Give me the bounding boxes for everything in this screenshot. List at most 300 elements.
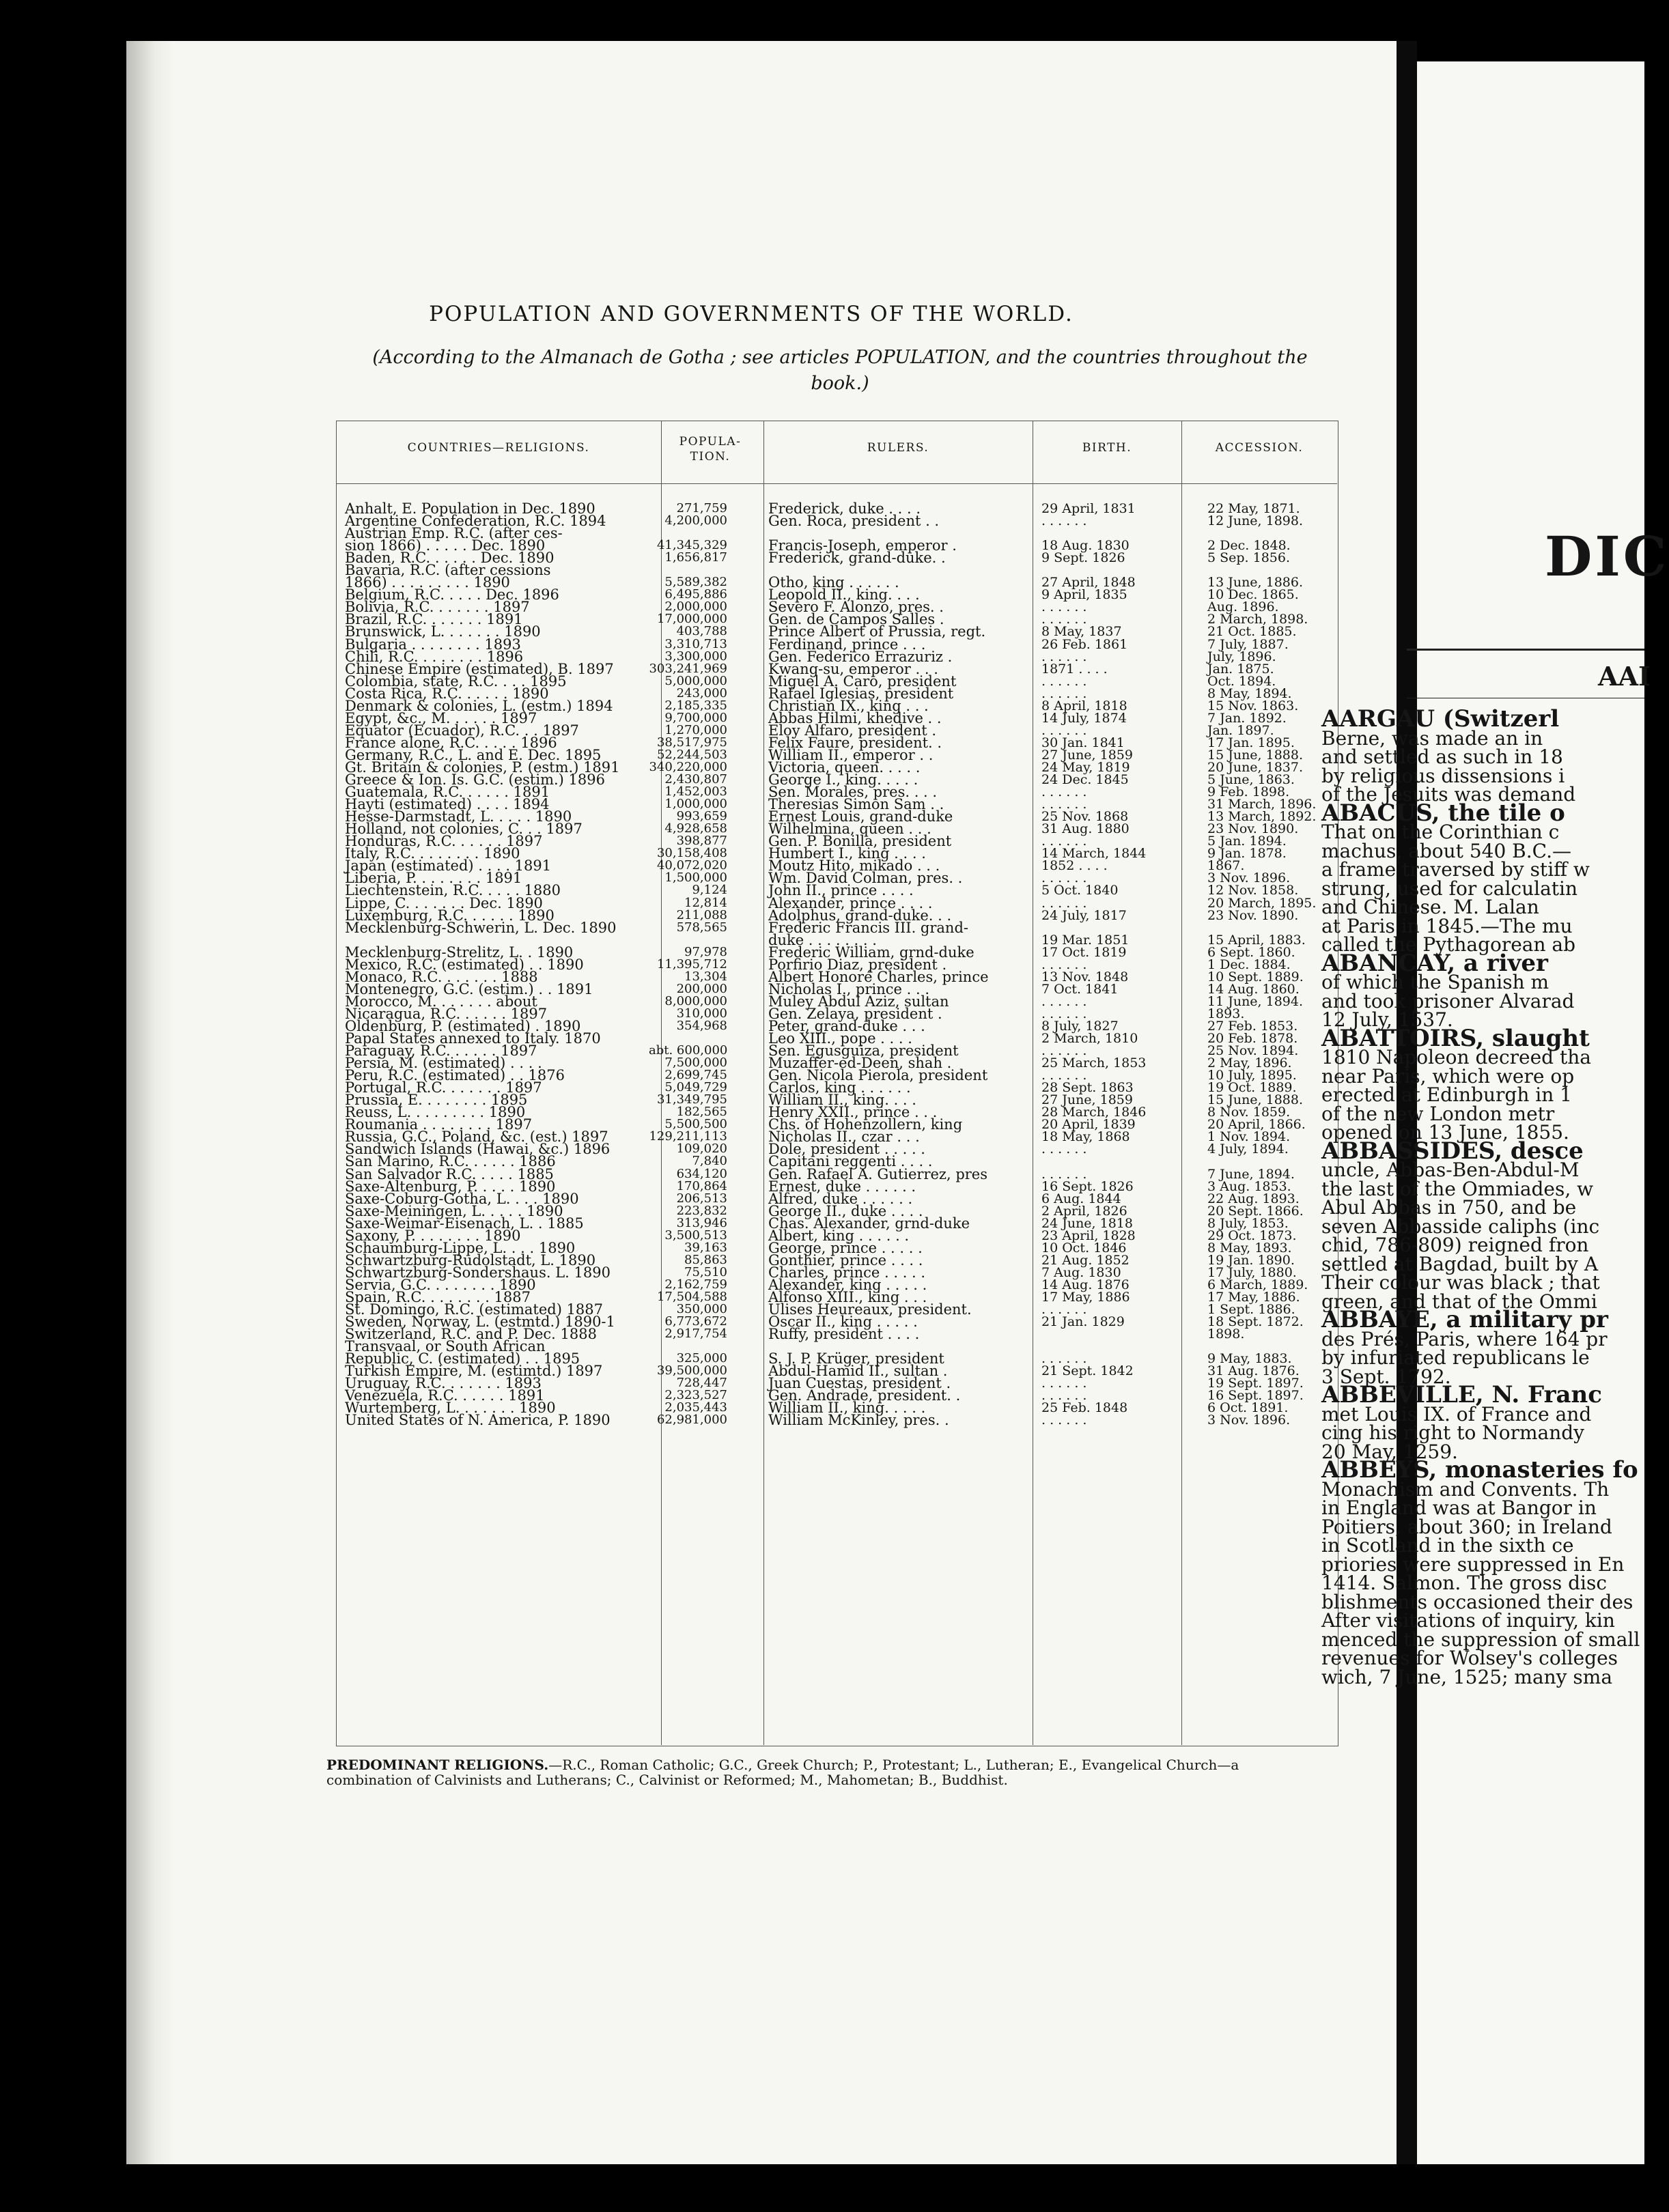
birth-cell: . . . . . .	[1041, 1388, 1087, 1404]
population-cell: 13,304	[684, 969, 727, 984]
country-cell: Saxony, P. . . . . . . . 1890	[345, 1227, 521, 1244]
ruler-cell: Oscar II., king . . . . .	[768, 1314, 918, 1331]
birth-cell: 14 March, 1844	[1041, 846, 1147, 862]
entry-text-line: seven Abbasside caliphs (inc	[1321, 1215, 1600, 1238]
ruler-cell: Sen. Egusguiza, president	[768, 1043, 959, 1060]
population-cell: 2,699,745	[664, 1068, 727, 1083]
entry-text-line: Berne, was made an in	[1321, 726, 1543, 750]
header-birth: BIRTH.	[1082, 441, 1132, 455]
country-cell: Austrian Emp. R.C. (after ces-	[345, 525, 563, 542]
population-cell: 2,185,335	[664, 698, 727, 713]
country-cell: San Marino, R.C. . . . . . 1886	[345, 1153, 556, 1170]
header-rule	[336, 483, 1337, 484]
ruler-cell: Leo XIII., pope . . . .	[768, 1030, 912, 1047]
entry-text-line: and settled as such in 18	[1321, 746, 1563, 768]
entry-text-line: 12 July, 1537.	[1321, 1008, 1453, 1031]
accession-cell: 3 Nov. 1896.	[1207, 1413, 1291, 1428]
birth-cell: . . . . . .	[1041, 599, 1087, 615]
ruler-cell: Porfirio Diaz, president .	[768, 956, 947, 973]
birth-cell: 21 Jan. 1829	[1041, 1314, 1125, 1330]
birth-cell: 10 Oct. 1846	[1041, 1240, 1127, 1256]
population-cell: 206,513	[676, 1191, 727, 1206]
accession-cell: 6 March, 1889.	[1207, 1277, 1308, 1292]
entry-text-line: called the Pythagorean ab	[1321, 933, 1576, 956]
country-cell: 1866) . . . . . . . . . 1890	[345, 574, 510, 591]
population-cell: 31,349,795	[656, 1092, 727, 1107]
birth-cell: . . . . . .	[1041, 1043, 1087, 1059]
birth-cell: 14 July, 1874	[1041, 710, 1127, 726]
population-cell: 85,863	[684, 1252, 727, 1267]
accession-cell: 3 Aug. 1853.	[1207, 1178, 1291, 1194]
ruler-cell: Adolphus, grand-duke. . .	[768, 907, 952, 924]
ruler-cell: Felix Faure, president. .	[768, 734, 942, 751]
header-accession: ACCESSION.	[1215, 441, 1304, 455]
birth-cell: 28 March, 1846	[1041, 1105, 1147, 1120]
population-cell: 39,163	[684, 1240, 727, 1255]
country-cell: Peru, R.C. (estimated) . . 1876	[345, 1067, 565, 1084]
entry-text-line: Their colour was black ; that	[1321, 1271, 1600, 1294]
population-cell: 2,430,807	[664, 772, 727, 787]
birth-cell: 1852 . . . .	[1041, 858, 1108, 874]
entry-text-line: des Prés, Paris, where 164 pr	[1321, 1327, 1608, 1350]
country-cell: Oldenburg, P. (estimated) . 1890	[345, 1017, 581, 1034]
accession-cell: 4 July, 1894.	[1207, 1142, 1289, 1157]
ruler-cell: Frederick, duke . . . .	[768, 500, 921, 517]
accession-cell: 15 June, 1888.	[1207, 1092, 1304, 1108]
ruler-cell: Alexander, king . . . . .	[768, 1276, 927, 1293]
accession-cell: 1 Dec. 1884.	[1207, 956, 1291, 972]
accession-cell: 8 May, 1893.	[1207, 1240, 1292, 1256]
population-cell: 17,504,588	[656, 1290, 727, 1304]
country-cell: Honduras, R.C. . . . . . 1897	[345, 833, 543, 850]
birth-cell: 27 April, 1848	[1041, 575, 1136, 591]
ruler-cell: Albert, king . . . . . .	[768, 1227, 910, 1244]
ruler-cell: Ulises Heureaux, president.	[768, 1301, 972, 1318]
birth-cell: . . . . . .	[1041, 1142, 1087, 1157]
birth-cell: 30 Jan. 1841	[1041, 735, 1125, 750]
ruler-cell: Alfonso XIII., king . . .	[768, 1289, 927, 1305]
table-row	[0, 550, 1644, 567]
population-cell: 3,300,000	[664, 649, 727, 664]
ruler-cell: Francis-Joseph, emperor .	[768, 537, 957, 554]
population-cell: 3,500,513	[664, 1228, 727, 1243]
ruler-cell: Leopold II., king. . . .	[768, 586, 920, 604]
population-cell: 12,814	[684, 895, 727, 910]
population-cell: 243,000	[676, 685, 727, 700]
country-cell: Schwartzburg-Sondershaus. L. 1890	[345, 1264, 611, 1281]
ruler-cell: William II., king. . . . .	[768, 1400, 926, 1417]
ruler-cell: William McKinley, pres. .	[768, 1412, 949, 1429]
country-cell: Venezuela, R.C. . . . . . 1891	[345, 1387, 545, 1404]
birth-cell: 18 May, 1868	[1041, 1129, 1130, 1145]
country-cell: Brunswick, L. . . . . . . 1890	[345, 623, 541, 640]
accession-cell: 15 June, 1888.	[1207, 747, 1304, 763]
accession-cell: 21 Oct. 1885.	[1207, 624, 1297, 640]
population-cell: 9,700,000	[664, 710, 727, 725]
accession-cell: 20 Feb. 1878.	[1207, 1031, 1298, 1047]
accession-cell: 20 June, 1837.	[1207, 759, 1304, 775]
ruler-cell: Gen. Rafael A. Gutierrez, pres	[768, 1165, 988, 1182]
entry-headword-line: ABACUS, the tile o	[1321, 799, 1565, 827]
accession-cell: 9 Jan. 1878.	[1207, 846, 1287, 862]
accession-cell: 7 Jan. 1892.	[1207, 710, 1287, 726]
ruler-cell: Nicholas I., prince . . .	[768, 980, 929, 997]
accession-cell: 1 Nov. 1894.	[1207, 1129, 1291, 1145]
country-cell: Equator (Ecuador), R.C. . . 1897	[345, 722, 579, 739]
entry-headword-line: ABBAYE, a military pr	[1321, 1306, 1608, 1333]
running-head: AAI	[1598, 661, 1651, 692]
country-cell: Russia, G.C., Poland, &c. (est.) 1897	[345, 1129, 608, 1146]
country-cell: Luxemburg, R.C. . . . . . 1890	[345, 907, 555, 924]
population-cell: 170,864	[676, 1178, 727, 1193]
population-cell: 182,565	[676, 1105, 727, 1120]
country-cell: Denmark & colonies, L. (estm.) 1894	[345, 697, 613, 714]
entry-text-line: in England was at Bangor in	[1321, 1497, 1597, 1519]
entry-text-line: erected at Edinburgh in 1	[1321, 1083, 1572, 1106]
ruler-cell: Wilhelmina, queen . . .	[768, 821, 931, 838]
ruler-cell: Juan Cuestas, president .	[768, 1375, 951, 1392]
population-cell: 17,000,000	[656, 612, 727, 627]
country-cell: Saxe-Coburg-Gotha, L. . . . 1890	[345, 1190, 579, 1207]
entry-text-line: green, and that of the Ommi	[1321, 1290, 1597, 1313]
country-cell: Chinese Empire (estimated), B. 1897	[345, 660, 614, 677]
accession-cell: 10 July, 1895.	[1207, 1068, 1297, 1083]
country-cell: Gt. Britain & colonies, P. (estm.) 1891	[345, 758, 620, 776]
accession-cell: 15 Nov. 1863.	[1207, 698, 1299, 713]
accession-cell: 3 Nov. 1896.	[1207, 870, 1291, 886]
page-title: POPULATION AND GOVERNMENTS OF THE WORLD.	[429, 302, 1074, 326]
accession-cell: 19 Jan. 1890.	[1207, 1252, 1295, 1268]
birth-cell: 29 April, 1831	[1041, 501, 1136, 516]
ruler-cell: Christian IX., king . . .	[768, 697, 929, 714]
accession-cell: 31 Aug. 1876.	[1207, 1363, 1300, 1379]
population-cell: 6,773,672	[664, 1314, 727, 1329]
population-cell: 303,241,969	[649, 661, 727, 676]
ruler-cell: Ruffy, president . . . .	[768, 1326, 920, 1343]
population-cell: 52,244,503	[656, 747, 727, 762]
ruler-cell: Alfred, duke . . . . . .	[768, 1190, 913, 1207]
entry-text-line: wich, 7 June, 1525; many sma	[1321, 1665, 1613, 1688]
country-cell: Colombia, state, R.C. . . . 1895	[345, 672, 567, 690]
ruler-cell: Nicholas II., czar . . .	[768, 1129, 920, 1146]
ruler-cell: Moutz Hito, mikado . . .	[768, 857, 940, 875]
ruler-cell: Severo F. Alonzo, pres. .	[768, 599, 944, 616]
birth-cell: 8 July, 1827	[1041, 1018, 1119, 1034]
ruler-cell: George I., king. . . . .	[768, 771, 918, 789]
entry-text-line: a frame traversed by stiff w	[1321, 858, 1590, 881]
accession-cell: 5 June, 1863.	[1207, 772, 1295, 788]
birth-cell: 9 April, 1835	[1041, 587, 1127, 603]
ruler-cell: Gen. de Campos Salles .	[768, 611, 944, 628]
accession-cell: 23 Nov. 1890.	[1207, 907, 1299, 923]
accession-cell: 8 Nov. 1859.	[1207, 1105, 1291, 1120]
birth-cell: . . . . . .	[1041, 1413, 1087, 1428]
header-rulers: RULERS.	[867, 441, 929, 455]
ruler-cell: Ernest, duke . . . . . .	[768, 1178, 916, 1195]
entry-text-line: the last of the Ommiades, w	[1321, 1177, 1594, 1200]
accession-cell: 2 May, 1896.	[1207, 1055, 1292, 1071]
country-cell: Monaco, R.C. . . . . . . 1888	[345, 968, 538, 985]
entry-text-line: and Chinese. M. Lalan	[1321, 896, 1539, 918]
birth-cell: 28 Sept. 1863	[1041, 1080, 1134, 1096]
country-cell: Saxe-Altenburg, P. . . . . 1890	[345, 1178, 556, 1195]
footnote-heading: PREDOMINANT RELIGIONS.	[326, 1757, 549, 1773]
country-cell: Holland, not colonies, C. . . 1897	[345, 821, 583, 838]
ruler-cell: Henry XXII., prince . . .	[768, 1104, 938, 1121]
population-cell: 2,000,000	[664, 599, 727, 614]
population-cell: 398,877	[676, 834, 727, 849]
country-cell: Wurtemberg, L. . . . . . . 1890	[345, 1400, 556, 1417]
population-cell: 8,000,000	[664, 993, 727, 1008]
country-cell: Chili, R.C. . . . . . . . 1896	[345, 648, 524, 665]
ruler-cell: Dole, president . . . . .	[768, 1141, 925, 1158]
country-cell: Schaumburg-Lippe, L. . . . 1890	[345, 1239, 576, 1256]
country-cell: Greece & Ion. Is. G.C. (estim.) 1896	[345, 771, 605, 789]
entry-headword-line: ABBEYS, monasteries fo	[1321, 1456, 1638, 1484]
ruler-cell: Albert Honoré Charles, prince	[768, 968, 989, 985]
country-cell: Argentine Confederation, R.C. 1894	[345, 513, 606, 530]
accession-cell: Aug. 1896.	[1207, 599, 1279, 615]
population-cell: 30,158,408	[656, 846, 727, 861]
entry-text-line: Monachism and Convents. Th	[1321, 1477, 1610, 1501]
population-cell: 75,510	[684, 1264, 727, 1279]
ruler-cell: Abdul-Hamid II., sultan .	[768, 1363, 948, 1380]
population-cell: 9,124	[692, 883, 727, 898]
ruler-cell: Eloy Alfaro, president .	[768, 722, 937, 739]
entry-text-line: chid, 786-809) reigned fron	[1321, 1234, 1589, 1256]
country-cell: Sweden, Norway, L. (estmtd.) 1890-1	[345, 1314, 615, 1331]
entry-text-line: 1810 Napoleon decreed tha	[1321, 1046, 1591, 1068]
entry-headword-line: ABBASSIDES, desce	[1321, 1137, 1584, 1165]
ruler-cell: John II., prince . . . .	[768, 882, 914, 899]
entry-text-line: in Scotland in the sixth ce	[1321, 1534, 1574, 1557]
entry-text-line: 3 Sept. 1792.	[1321, 1365, 1451, 1388]
accession-cell: 22 Aug. 1893.	[1207, 1191, 1300, 1206]
entry-headword-line: ABATTOIRS, slaught	[1321, 1024, 1590, 1052]
accession-cell: Jan. 1875.	[1207, 661, 1274, 677]
country-cell: Persia, M. (estimated) . . . .	[345, 1055, 542, 1072]
population-cell: 271,759	[676, 501, 727, 515]
accession-cell: 22 May, 1871.	[1207, 501, 1300, 516]
population-cell: 340,220,000	[649, 759, 727, 774]
population-cell: 634,120	[676, 1166, 727, 1181]
birth-cell: . . . . . .	[1041, 685, 1087, 701]
entry-text-line: of the new London metr	[1321, 1102, 1555, 1125]
birth-cell: 21 Sept. 1842	[1041, 1363, 1134, 1379]
birth-cell: 25 March, 1853	[1041, 1055, 1147, 1071]
population-cell: 4,928,658	[664, 821, 727, 836]
dictionary-heading: DIC	[1545, 524, 1669, 589]
country-cell: sion 1866) . . . . . Dec. 1890	[345, 537, 546, 554]
accession-cell: 5 Jan. 1894.	[1207, 834, 1287, 849]
birth-cell: 25 Nov. 1868	[1041, 809, 1129, 825]
birth-cell: 8 May, 1837	[1041, 624, 1122, 640]
accession-cell: Oct. 1894.	[1207, 673, 1276, 689]
birth-cell: 24 May, 1819	[1041, 759, 1130, 775]
ruler-cell: Rafael Iglesias, president	[768, 685, 954, 702]
population-cell: 97,978	[684, 944, 727, 959]
ruler-cell: Ernest Louis, grand-duke	[768, 808, 953, 825]
accession-cell: 20 April, 1866.	[1207, 1117, 1306, 1133]
accession-cell: 10 Dec. 1865.	[1207, 587, 1299, 603]
ruler-cell: Kwang-su, emperor . . .	[768, 660, 938, 677]
entry-text-line: blishments occasioned their des	[1321, 1590, 1633, 1613]
entry-text-line: met Louis IX. of France and	[1321, 1402, 1592, 1426]
population-cell: 1,270,000	[664, 722, 727, 737]
country-cell: Spain, R.C. . . . . . . . 1887	[345, 1289, 531, 1305]
country-cell: Reuss, L. . . . . . . . . 1890	[345, 1104, 526, 1121]
birth-cell: 27 June, 1859	[1041, 1092, 1133, 1108]
population-cell: 200,000	[676, 981, 727, 996]
ruler-cell: Prince Albert of Prussia, regt.	[768, 623, 986, 640]
birth-cell: 13 Nov. 1848	[1041, 969, 1129, 984]
country-cell: Liberia, P. . . . . . . . 1891	[345, 870, 522, 887]
ruler-cell: Ferdinand, prince . . .	[768, 636, 926, 653]
population-cell: 325,000	[676, 1351, 727, 1366]
country-cell: Portugal, R.C. . . . . . . 1897	[345, 1079, 542, 1096]
ruler-cell: Carlos, king . . . . . .	[768, 1079, 911, 1096]
accession-cell: 11 June, 1894.	[1207, 993, 1304, 1009]
entry-text-line: machus, about 540 B.C.—	[1321, 839, 1571, 862]
country-cell: Turkish Empire, M. (estimtd.) 1897	[345, 1363, 603, 1380]
population-cell: 350,000	[676, 1302, 727, 1317]
population-cell: 129,211,113	[649, 1129, 727, 1144]
accession-cell: 6 Sept. 1860.	[1207, 944, 1295, 960]
birth-cell: 20 April, 1839	[1041, 1117, 1136, 1133]
population-cell: 39,500,000	[656, 1363, 727, 1378]
accession-cell: 8 July, 1853.	[1207, 1215, 1289, 1231]
entry-text-line: by infuriated republicans le	[1321, 1346, 1590, 1369]
entry-text-line: revenues for Wolsey's colleges	[1321, 1647, 1618, 1669]
country-cell: Transvaal, or South African	[345, 1338, 546, 1355]
birth-cell: 16 Sept. 1826	[1041, 1178, 1134, 1194]
entry-text-line: 1414. Salmon. The gross disc	[1321, 1572, 1608, 1594]
country-cell: Hayti (estimated) . . . . 1894	[345, 796, 550, 813]
ruler-cell: Otho, king . . . . . .	[768, 574, 899, 591]
ruler-cell: Frederick, grand-duke. .	[768, 550, 946, 567]
ruler-cell: William II., emperor . .	[768, 746, 934, 763]
ruler-cell: Miguel A. Caro, president	[768, 672, 957, 690]
birth-cell: . . . . . .	[1041, 722, 1087, 738]
birth-cell: . . . . . .	[1041, 993, 1087, 1009]
population-cell: 310,000	[676, 1006, 727, 1021]
birth-cell: . . . . . .	[1041, 1376, 1087, 1391]
accession-cell: 14 Aug. 1860.	[1207, 981, 1300, 997]
country-cell: Montenegro, G.C. (estim.) . . 1891	[345, 980, 593, 997]
birth-cell: . . . . . .	[1041, 784, 1087, 800]
entry-text-line: cing his right to Normandy	[1321, 1421, 1584, 1444]
birth-cell: 24 July, 1817	[1041, 907, 1127, 923]
population-cell: 2,323,527	[664, 1388, 727, 1403]
population-cell: 211,088	[676, 907, 727, 922]
entry-text-line: near Paris, which were op	[1321, 1064, 1575, 1088]
accession-cell: 23 Nov. 1890.	[1207, 821, 1299, 837]
country-cell: Saxe-Meiningen, L. . . . . 1890	[345, 1202, 563, 1219]
birth-cell: 26 Feb. 1861	[1041, 636, 1128, 652]
accession-cell: 16 Sept. 1897.	[1207, 1388, 1304, 1404]
country-cell: Belgium, R.C. . . . . Dec. 1896	[345, 586, 559, 604]
accession-cell: 17 May, 1886.	[1207, 1290, 1300, 1305]
country-cell: Lippe, C. . . . . . . Dec. 1890	[345, 894, 543, 911]
population-cell: 5,500,500	[664, 1117, 727, 1132]
ruler-cell: Gen. Nicola Pierola, president	[768, 1067, 988, 1084]
birth-cell: 18 Aug. 1830	[1041, 538, 1130, 554]
country-cell: San Salvador R.C. . . . . 1885	[345, 1165, 554, 1182]
ruler-cell: George II., duke . . . .	[768, 1202, 923, 1219]
country-cell: Liechtenstein, R.C. . . . . 1880	[345, 882, 561, 899]
ruler-cell: Frederic Francis III. grand-	[768, 919, 968, 936]
accession-cell: 1893.	[1207, 1006, 1245, 1021]
country-cell: Bolivia, R.C. . . . . . . 1897	[345, 599, 530, 616]
accession-cell: 1 Sept. 1886.	[1207, 1302, 1295, 1318]
population-cell: 1,656,817	[664, 550, 727, 565]
country-cell: Mexico, R.C. (estimated) . . 1890	[345, 956, 584, 973]
population-cell: 11,395,712	[656, 956, 727, 972]
population-cell: 1,500,000	[664, 870, 727, 885]
ruler-cell: Muley Abdul Aziz, sultan	[768, 993, 949, 1010]
population-cell: 7,840	[692, 1154, 727, 1169]
ruler-cell: Gen. Andrade, president. .	[768, 1387, 961, 1404]
country-cell: Hesse-Darmstadt, L. . . . . 1890	[345, 808, 572, 825]
accession-cell: 9 May, 1883.	[1207, 1351, 1292, 1367]
entry-text-line: at Paris in 1845.—The mu	[1321, 914, 1573, 937]
birth-cell: . . . . . .	[1041, 797, 1087, 812]
population-cell: 3,310,713	[664, 636, 727, 651]
accession-cell: 19 Sept. 1897.	[1207, 1376, 1304, 1391]
accession-cell: 6 Oct. 1891.	[1207, 1400, 1289, 1416]
footnote	[326, 1757, 1303, 1787]
birth-cell: 5 Oct. 1840	[1041, 883, 1119, 898]
entry-headword-line: ABBEVILLE, N. Franc	[1321, 1381, 1602, 1408]
birth-cell: 7 Oct. 1841	[1041, 981, 1119, 997]
population-cell: 5,000,000	[664, 673, 727, 688]
ruler-cell: duke . . . . . . . .	[768, 931, 877, 948]
population-cell: 354,968	[676, 1018, 727, 1033]
population-cell: abt. 600,000	[649, 1043, 728, 1058]
population-cell: 5,589,382	[664, 575, 727, 590]
birth-cell: . . . . . .	[1041, 956, 1087, 972]
country-cell: St. Domingo, R.C. (estimated) 1887	[345, 1301, 604, 1318]
entry-text-line: of which the Spanish m	[1321, 971, 1549, 993]
ruler-cell: Gen. P. Bonilla, president	[768, 833, 952, 850]
country-cell: Schwartzburg-Rudolstadt, L. 1890	[345, 1251, 596, 1268]
country-cell: Roumania . . . . . . . . 1897	[345, 1116, 533, 1133]
country-cell: Japan (estimated) . . . . 1891	[345, 857, 552, 875]
ruler-cell: Gen. Federico Errazuriz .	[768, 648, 953, 665]
birth-cell: 17 May, 1886	[1041, 1290, 1130, 1305]
population-cell: 40,072,020	[656, 858, 727, 873]
country-cell: Egypt, &c., M. . . . . . 1897	[345, 709, 537, 726]
accession-cell: 2 March, 1898.	[1207, 612, 1308, 627]
ruler-cell: Theresias Simon Sam . .	[768, 796, 944, 813]
ruler-cell: Capitani reggenti . . . .	[768, 1153, 933, 1170]
accession-cell: 7 July, 1887.	[1207, 636, 1289, 652]
birth-cell: 17 Oct. 1819	[1041, 944, 1127, 960]
page-subtitle: (According to the Almanach de Gotha ; see articles POPULATION, and the countries throughout the book.)	[372, 347, 1308, 394]
birth-cell: 6 Aug. 1844	[1041, 1191, 1121, 1206]
accession-cell: 20 March, 1895.	[1207, 895, 1317, 911]
accession-cell: 8 May, 1894.	[1207, 685, 1292, 701]
country-cell: Sandwich Islands (Hawai, &c.) 1896	[345, 1141, 611, 1158]
accession-cell: 20 Sept. 1866.	[1207, 1203, 1304, 1219]
birth-cell: . . . . . .	[1041, 834, 1087, 849]
country-cell: Servia, G.C. . . . . . . . 1890	[345, 1276, 536, 1293]
accession-cell: July, 1896.	[1207, 649, 1276, 664]
population-cell: 7,500,000	[664, 1055, 727, 1070]
country-cell: Nicaragua, R.C. . . . . . 1897	[345, 1005, 548, 1022]
header-population: POPULA-TION.	[679, 435, 742, 464]
population-cell: 2,035,443	[664, 1400, 727, 1415]
